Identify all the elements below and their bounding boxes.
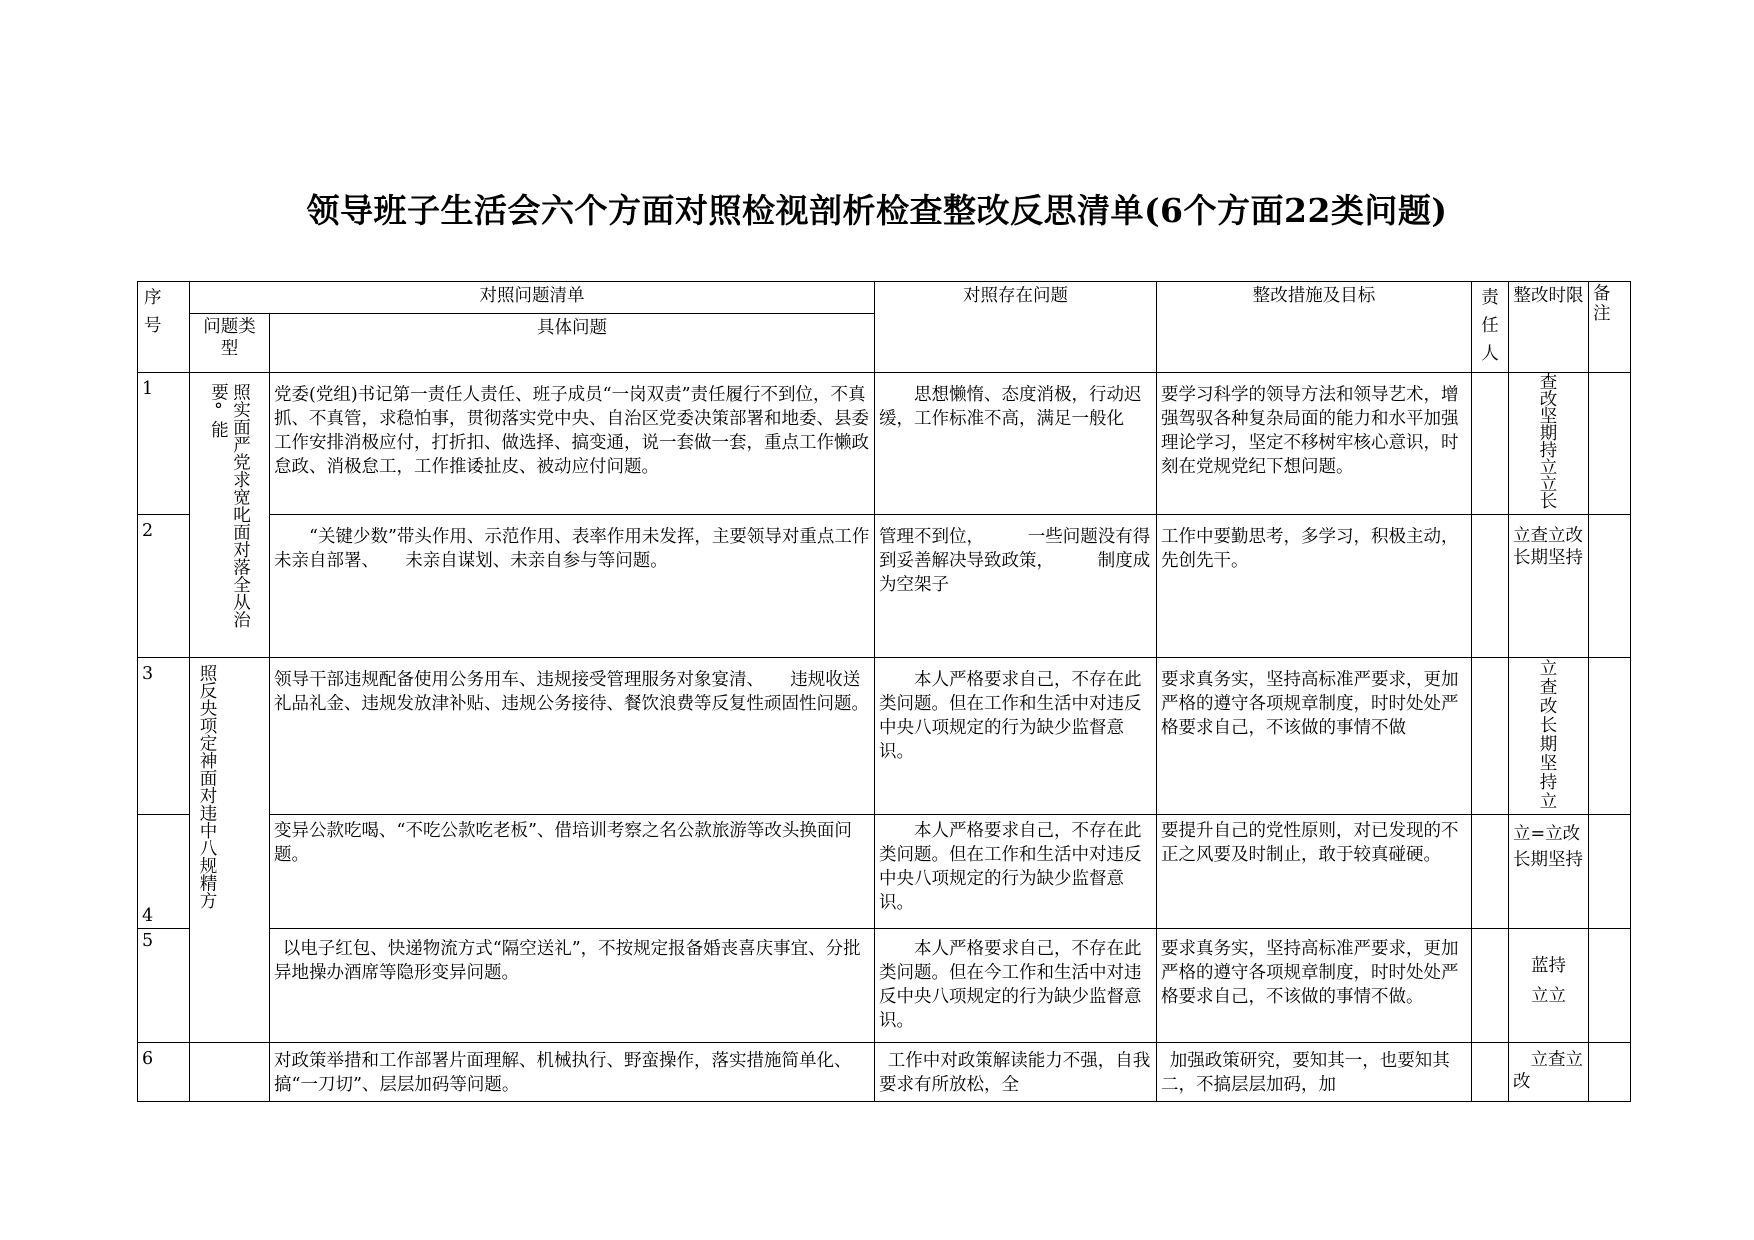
row-deadline-text: 查改坚期持立立长 xyxy=(1539,373,1558,512)
row-deadline-text: 蓝持立立 xyxy=(1531,956,1566,1006)
row-measures: 加强政策研究，要知其一，也要知其二，不搞层层加码，加 xyxy=(1157,1043,1472,1102)
category-cell xyxy=(190,373,270,658)
table-row xyxy=(138,658,1631,815)
row-measures: 要提升自己的党性原则，对已发现的不正之风要及时制止，敢于较真碰硬。 xyxy=(1157,815,1472,929)
row-seq: 5 xyxy=(138,929,190,1043)
row-seq: 1 xyxy=(138,373,190,515)
header-specific: 具体问题 xyxy=(270,313,875,372)
row-owner xyxy=(1472,815,1509,929)
table-row xyxy=(138,929,1631,1043)
category-cell xyxy=(190,658,270,1043)
row-owner xyxy=(1472,929,1509,1043)
row-deadline: 立=立改长期坚持 xyxy=(1509,815,1589,929)
row-specific: 领导干部违规配备使用公务用车、违规接受管理服务对象宴清、 违规收送礼品礼金、违规发放津补贴、违规公务接待、餐饮浪费等反复性顽固性问题。 xyxy=(270,658,875,815)
row-existing: 本人严格要求自己，不存在此类问题。但在工作和生活中对违反中央八项规定的行为缺少监督意识。 xyxy=(875,815,1157,929)
table-row xyxy=(138,373,1631,515)
header-type-label: 问题类型 xyxy=(203,316,256,359)
row-owner xyxy=(1472,1043,1509,1102)
row-seq: 2 xyxy=(138,515,190,658)
row-deadline: 立查立改 xyxy=(1509,1043,1589,1102)
header-owner xyxy=(1472,282,1509,373)
table-row xyxy=(138,815,1631,929)
header-seq-label: 序号 xyxy=(144,288,162,336)
header-remark xyxy=(1589,282,1631,373)
category-cell xyxy=(190,1043,270,1102)
rectification-table xyxy=(137,281,1631,1102)
row-remark xyxy=(1589,658,1631,815)
row-measures: 要求真务实，坚持高标准严要求，更加严格的遵守各项规章制度，时时处处严格要求自己，不该做的事情不做 xyxy=(1157,658,1472,815)
row-specific: 以电子红包、快递物流方式“隔空送礼”，不按规定报备婚丧喜庆事宜、分批异地操办酒席等隐形变异问题。 xyxy=(270,929,875,1043)
row-seq-text: 4 xyxy=(142,906,154,926)
header-deadline: 整改时限 xyxy=(1509,282,1589,373)
row-existing: 本人严格要求自己，不存在此类问题。但在工作和生活中对违反中央八项规定的行为缺少监督意识。 xyxy=(875,658,1157,815)
category-label: 照反央项定神面对违中八规精方 xyxy=(197,664,217,909)
row-deadline xyxy=(1509,929,1589,1043)
row-owner xyxy=(1472,658,1509,815)
row-measures: 工作中要勤思考，多学习，积极主动，先创先干。 xyxy=(1157,515,1472,658)
row-existing: 思想懒惰、态度消极，行动迟缓，工作标准不高，满足一般化 xyxy=(875,373,1157,515)
header-owner-label: 责任人 xyxy=(1481,288,1499,364)
row-deadline-text: 立查改长期坚持立 xyxy=(1539,659,1558,812)
header-row-1 xyxy=(138,282,1631,314)
table-row xyxy=(138,515,1631,658)
row-remark xyxy=(1589,1043,1631,1102)
row-measures: 要求真务实，坚持高标准严要求，更加严格的遵守各项规章制度，时时处处严格要求自己，不该做的事情不做。 xyxy=(1157,929,1472,1043)
row-specific: 变异公款吃喝、“不吃公款吃老板”、借培训考察之名公款旅游等改头换面问题。 xyxy=(270,815,875,929)
row-remark xyxy=(1589,373,1631,515)
row-specific: “关键少数”带头作用、示范作用、表率作用未发挥，主要领导对重点工作未亲自部署、 未亲自谋划、未亲自参与等问题。 xyxy=(270,515,875,658)
row-remark xyxy=(1589,515,1631,658)
row-existing: 管理不到位， 一些问题没有得 到妥善解决导致政策， 制度成 为空架子 xyxy=(875,515,1157,658)
header-type xyxy=(190,313,270,372)
table-row xyxy=(138,1043,1631,1102)
category-label: 照实面严党求宽叱面对落全从治要°能 xyxy=(208,383,251,628)
row-deadline: 立查立改长期坚持 xyxy=(1509,515,1589,658)
row-deadline xyxy=(1509,373,1589,515)
header-measures: 整改措施及目标 xyxy=(1157,282,1472,373)
document-title: 领导班子生活会六个方面对照检视剖析检查整改反思清单(6个方面22类问题) xyxy=(306,191,1448,230)
row-deadline xyxy=(1509,658,1589,815)
row-specific: 对政策举措和工作部署片面理解、机械执行、野蛮操作，落实措施简单化、搞“一刀切”、层层加码等问题。 xyxy=(270,1043,875,1102)
row-owner xyxy=(1472,373,1509,515)
row-existing: 本人严格要求自己，不存在此类问题。但在今工作和生活中对违反中央八项规定的行为缺少监督意识。 xyxy=(875,929,1157,1043)
row-existing: 工作中对政策解读能力不强，自我要求有所放松，全 xyxy=(875,1043,1157,1102)
header-existing: 对照存在问题 xyxy=(875,282,1157,373)
header-seq xyxy=(138,282,190,373)
row-measures: 要学习科学的领导方法和领导艺术，增强驾驭各种复杂局面的能力和水平加强理论学习，坚定不移树牢核心意识，时刻在党规党纪下想问题。 xyxy=(1157,373,1472,515)
header-remark-label: 备注 xyxy=(1593,284,1611,324)
header-checklist: 对照问题清单 xyxy=(190,282,875,314)
row-seq xyxy=(138,815,190,929)
row-specific: 党委(党组)书记第一责任人责任、班子成员“一岗双责”责任履行不到位，不真抓、不真管，求稳怕事，贯彻落实党中央、自治区党委决策部署和地委、县委工作安排消极应付，打折扣、做选择、搞变通，说一套做一套，重点工作懒政怠政、消极怠工，工作推诿扯皮、被动应付问题。 xyxy=(270,373,875,515)
row-owner xyxy=(1472,515,1509,658)
row-seq: 3 xyxy=(138,658,190,815)
row-remark xyxy=(1589,815,1631,929)
row-remark xyxy=(1589,929,1631,1043)
row-seq: 6 xyxy=(138,1043,190,1102)
